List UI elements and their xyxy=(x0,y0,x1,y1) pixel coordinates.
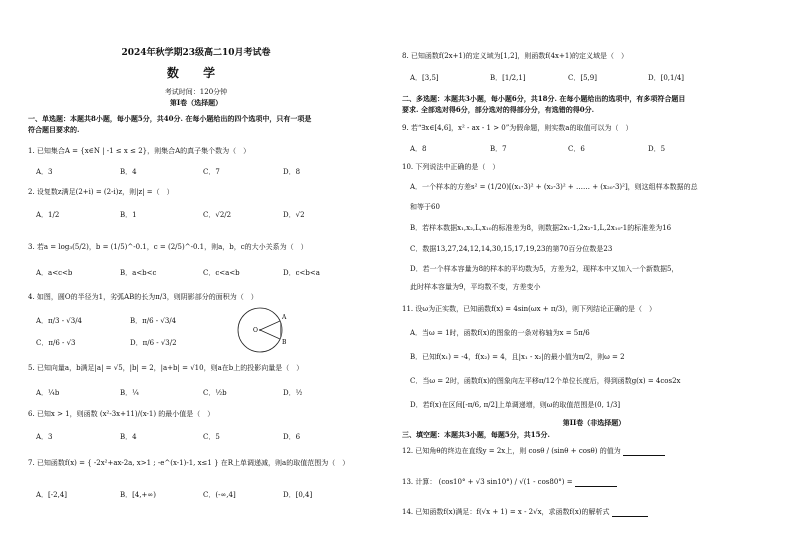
label-a: A xyxy=(282,314,287,321)
q10-option-d[interactable]: D．若一个样本容量为8的样本的平均数为5，方差为2，现样本中又加入一个新数据5， xyxy=(410,265,679,273)
section3-heading: 三、填空题：本题共3小题，每题5分，共15分. xyxy=(402,430,550,439)
q5-option-b[interactable]: B．¼ xyxy=(120,389,139,397)
q10-option-b[interactable]: B．若样本数据x₁,x₂,L,x₁₀的标准差为8，则数据2x₁-1,2x₂-1,L,2x₁₀-1的标准差为16 xyxy=(410,224,672,232)
subject-title: 数 学 xyxy=(166,66,226,80)
q5-stem: 5. 已知向量a，b满足|a| = √5，|b| = 2，|a+b| = √10，则a在b上的投影向量是（ ） xyxy=(28,364,304,372)
q6-option-a[interactable]: A．3 xyxy=(36,433,53,441)
q7-option-d[interactable]: D．[0,4] xyxy=(283,491,313,499)
q5-option-c[interactable]: C．½b xyxy=(203,389,227,397)
section2-heading-cont: 要求. 全部选对得6分，部分选对的得部分分，有选错的得0分. xyxy=(402,105,595,114)
q12-row xyxy=(402,447,665,456)
q2-stem: 2. 设复数z满足(2+i) = (2-i)z，则|z| =（ ） xyxy=(28,188,174,196)
q11-option-d[interactable]: D．若f(x)在区间[-π/6, π/2]上单调递增，则ω的取值范围是(0, 1/3] xyxy=(410,401,621,409)
section1-heading-cont: 符合题目要求的. xyxy=(28,125,80,134)
q11-option-c[interactable]: C．当ω = 2时，函数f(x)的图象向左平移π/12个单位长度后，得到函数g(x) = 4cos2x xyxy=(410,377,681,385)
part2-title: 第II卷（非选择题） xyxy=(562,418,626,427)
q3-stem: 3. 若a = log₃(5/2)，b = (1/5)^-0.1，c = (2/5)^-0.1，则a，b，c的大小关系为（ ） xyxy=(28,243,308,251)
q1-stem: 1. 已知集合A = {x∈N | -1 ≤ x ≤ 2}，则集合A的真子集个数为（ ） xyxy=(28,147,251,155)
circle-figure xyxy=(232,304,292,356)
q10-stem: 10. 下列说法中正确的是（ ） xyxy=(402,163,500,171)
q8-stem: 8. 已知函数f(2x+1)的定义域为[1,2]，则函数f(4x+1)的定义域是（ ） xyxy=(402,52,629,60)
q8-option-b[interactable]: B．[1/2,1] xyxy=(490,74,526,82)
q13-row xyxy=(402,478,617,487)
q6-option-d[interactable]: D．6 xyxy=(283,433,301,441)
q9-option-b[interactable]: B．7 xyxy=(490,145,507,153)
left-column xyxy=(0,0,392,560)
q14-stem: 14. 已知函数f(x)满足：f(√x + 1) = x - 2√x，求函数f(x)的解析式 xyxy=(402,508,610,516)
q4-option-d[interactable]: D．π/6 - √3/2 xyxy=(130,339,177,347)
q2-option-c[interactable]: C．√2/2 xyxy=(203,211,232,219)
q1-option-a[interactable]: A．3 xyxy=(36,168,53,176)
exam-title: 2024年秋学期23级高二10月考试卷 xyxy=(121,48,271,58)
q4-option-c[interactable]: C．π/6 - √3 xyxy=(36,339,76,347)
q3-option-a[interactable]: A．a<c<b xyxy=(36,269,73,277)
q6-stem: 6. 已知x > 1，则函数 (x²-3x+11)/(x-1) 的最小值是（ ） xyxy=(28,410,215,418)
q12-expression: cosθ / (sinθ + cosθ) xyxy=(528,447,598,455)
q11-option-b[interactable]: B．已知f(x₁) = -4，f(x₂) = 4，且|x₁ - x₂|的最小值为π/2，则ω = 2 xyxy=(410,353,625,361)
q3-option-d[interactable]: D．c<b<a xyxy=(283,269,320,277)
q7-option-b[interactable]: B．[4,+∞) xyxy=(120,491,156,499)
q7-stem: 7. 已知函数f(x) = { -2x²+ax-2a, x>1 ; -e^(x-1)-1, x≤1 } 在R上单调递减，则a的取值范围为（ ） xyxy=(28,459,350,467)
part1-title: 第Ⅰ卷（选择题） xyxy=(169,98,223,107)
q9-option-c[interactable]: C．6 xyxy=(568,145,585,153)
q7-option-a[interactable]: A．[-2,4] xyxy=(36,491,68,499)
q7-option-c[interactable]: C．(-∞,4] xyxy=(203,491,236,499)
q8-option-a[interactable]: A．[3,5] xyxy=(410,74,439,82)
q14-answer-blank[interactable] xyxy=(612,509,648,517)
q14-row xyxy=(402,508,648,517)
q13-answer-blank[interactable] xyxy=(575,479,617,487)
q2-option-d[interactable]: D．√2 xyxy=(283,211,305,219)
q10-option-a-cont: 和等于60 xyxy=(410,203,440,211)
q9-option-a[interactable]: A．8 xyxy=(410,145,427,153)
right-column xyxy=(398,0,790,560)
q11-option-a[interactable]: A．当ω = 1时，函数f(x)的图象的一条对称轴为x = 5π/6 xyxy=(410,329,590,337)
section2-heading: 二、多选题：本题共3小题，每小题6分，共18分. 在每小题给出的选项中，有多项符合题目 xyxy=(402,94,686,103)
q9-option-d[interactable]: D．5 xyxy=(648,145,666,153)
q4-option-a[interactable]: A．π/3 - √3/4 xyxy=(36,317,83,325)
radius-oa xyxy=(260,321,280,330)
q12-tail: 的值为 xyxy=(599,447,621,455)
q9-stem: 9. 若“∃x∈[4,6]，x² - ax - 1 > 0”为假命题，则实数a的取值可以为（ ） xyxy=(402,124,633,132)
q13-stem: 13. 计算： xyxy=(402,478,437,486)
q12-answer-blank[interactable] xyxy=(623,448,665,456)
q10-option-a[interactable]: A．一个样本的方差s² = (1/20)[(x₁-3)² + (x₂-3)² + …… + (x₂₀-3)²]，则这组样本数据的总 xyxy=(410,183,698,191)
q6-option-b[interactable]: B．4 xyxy=(120,433,137,441)
q3-option-c[interactable]: C．c<a<b xyxy=(203,269,240,277)
q1-option-b[interactable]: B．4 xyxy=(120,168,137,176)
q2-option-a[interactable]: A．1/2 xyxy=(36,211,60,219)
q4-option-b[interactable]: B．π/6 - √3/4 xyxy=(130,317,177,325)
q8-option-c[interactable]: C．[5,9] xyxy=(568,74,597,82)
exam-time: 考试时间：120分钟 xyxy=(164,88,228,96)
center-point xyxy=(259,329,261,331)
q8-option-d[interactable]: D．[0,1/4] xyxy=(648,74,685,82)
q6-option-c[interactable]: C．5 xyxy=(203,433,220,441)
q13-expression: (cos10° + √3 sin10°) / √(1 - cos80°) xyxy=(438,478,565,486)
q13-tail: = xyxy=(566,478,573,486)
q10-option-d-cont: 此时样本容量为9，平均数不变，方差变小 xyxy=(410,283,541,291)
q11-stem: 11. 设ω为正实数，已知函数f(x) = 4sin(ωx + π/3)，则下列结论正确的是（ ） xyxy=(402,305,657,313)
label-o: O xyxy=(253,327,258,334)
q1-option-c[interactable]: C．7 xyxy=(203,168,220,176)
shaded-segment xyxy=(280,321,282,339)
q12-stem: 12. 已知角θ的终边在直线y = 2x上，则 xyxy=(402,447,527,455)
q3-option-b[interactable]: B．a<b<c xyxy=(120,269,157,277)
q10-option-c[interactable]: C．数据13,27,24,12,14,30,15,17,19,23的第70百分位数是23 xyxy=(410,245,613,253)
q5-option-d[interactable]: D．½ xyxy=(283,389,303,397)
q2-option-b[interactable]: B．1 xyxy=(120,211,137,219)
q4-stem: 4. 如图，圆O的半径为1，劣弧AB的长为π/3，则阴影部分的面积为（ ） xyxy=(28,293,258,301)
q5-option-a[interactable]: A．¼b xyxy=(36,389,60,397)
radius-ob xyxy=(260,330,280,339)
section1-heading: 一、单选题：本题共8小题，每小题5分，共40分. 在每小题给出的四个选项中，只有一项是 xyxy=(28,114,312,123)
q1-option-d[interactable]: D．8 xyxy=(283,168,301,176)
label-b: B xyxy=(282,339,287,346)
